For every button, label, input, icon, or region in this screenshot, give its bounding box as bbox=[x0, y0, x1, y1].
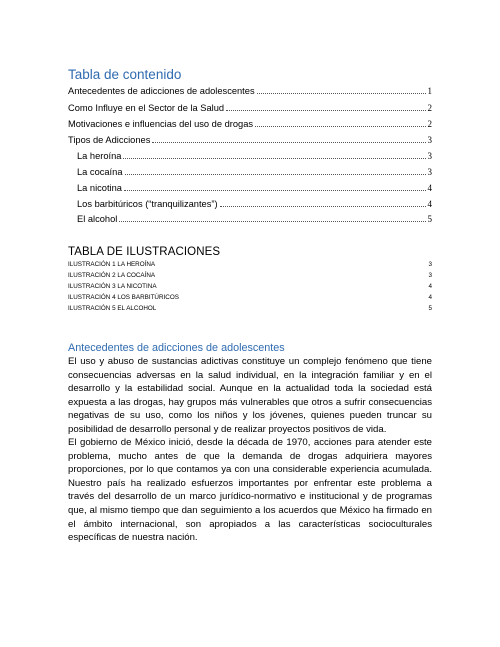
illustration-entry[interactable] bbox=[68, 303, 432, 314]
illustration-entry[interactable] bbox=[68, 281, 432, 292]
toc-entry-page: 3 bbox=[427, 151, 432, 161]
toc-entry-label: Motivaciones e influencias del uso de drogas bbox=[68, 119, 254, 129]
illustrations-title: TABLA DE ILUSTRACIONES bbox=[68, 246, 221, 258]
toc-entry-label: La heroína bbox=[77, 151, 122, 161]
illustration-entry-label: ILUSTRACIÓN 1 LA HEROÍNA bbox=[68, 261, 156, 268]
toc-entry-label: La cocaína bbox=[77, 167, 123, 177]
toc-title: Tabla de contenido bbox=[68, 67, 182, 82]
illustration-entry-page: 3 bbox=[428, 272, 432, 279]
toc-entry-page: 4 bbox=[427, 199, 432, 209]
body-paragraph: El uso y abuso de sustancias adictivas constituye un complejo fenómeno que tiene consecuencias adversas en la salud individual, en la integración familiar y en el desarrollo y la estabilidad social. Aunque en la actualidad toda la sociedad está expuesta a las drogas, hay grupos más vulnerables que otros a sufrir consecuencias negativas de su uso, como los niños y los jóvenes, quienes pueden truncar su posibilidad de desarrollo personal y de realizar proyectos positivos de vida. bbox=[68, 356, 432, 435]
toc-leader bbox=[125, 165, 426, 175]
toc-entry-label: Los barbitúricos (“tranquilizantes”) bbox=[77, 199, 218, 209]
illustration-entry-label: ILUSTRACIÓN 5 EL ALCOHOL bbox=[68, 305, 157, 312]
toc-leader bbox=[119, 212, 425, 222]
toc-entry-label: La nicotina bbox=[77, 183, 122, 193]
illustration-entry-page: 3 bbox=[428, 261, 432, 268]
toc-entry-page: 2 bbox=[427, 119, 432, 129]
toc-entry-label: El alcohol bbox=[77, 214, 118, 224]
illustration-entry[interactable] bbox=[68, 270, 432, 281]
toc-entry[interactable] bbox=[68, 117, 432, 131]
toc-leader bbox=[152, 133, 425, 143]
toc-entry[interactable] bbox=[77, 197, 432, 211]
body-paragraph: El gobierno de México inició, desde la década de 1970, acciones para atender este problema, mucho antes de que la demanda de drogas adquiriera mayores proporciones, por lo que contamos ya con una considerable experiencia acumulada. Nuestro país ha realizado esfuerzos importantes por enfrentar este problema a través del desarrollo de un marco jurídico-normativo e institucional y de programas que, al mismo tiempo que dan seguimiento a los acuerdos que México ha firmado en el ámbito internacional, son apropiados a las características socioculturales específicas de nuestra nación. bbox=[68, 437, 432, 544]
toc-entry[interactable] bbox=[68, 101, 432, 115]
illustration-entry-label: ILUSTRACIÓN 3 LA NICOTINA bbox=[68, 283, 157, 290]
illustration-entry-label: ILUSTRACIÓN 2 LA COCAÍNA bbox=[68, 272, 156, 279]
toc-entry[interactable] bbox=[77, 181, 432, 195]
illustration-entry-label: ILUSTRACIÓN 4 LOS BARBITÚRICOS bbox=[68, 294, 179, 301]
toc-entry-page: 3 bbox=[427, 167, 432, 177]
toc-entry[interactable] bbox=[68, 133, 432, 147]
illustration-entry-page: 5 bbox=[428, 305, 432, 312]
illustration-entry-page: 4 bbox=[428, 294, 432, 301]
toc-entry[interactable] bbox=[77, 165, 432, 179]
toc-leader bbox=[226, 101, 425, 111]
illustration-entry[interactable] bbox=[68, 259, 432, 270]
toc-leader bbox=[257, 84, 426, 94]
toc-entry-page: 5 bbox=[427, 214, 432, 224]
toc-leader bbox=[255, 117, 425, 127]
toc-entry-label: Tipos de Adicciones bbox=[68, 135, 151, 145]
toc-entry-page: 2 bbox=[427, 103, 432, 113]
toc-entry[interactable] bbox=[77, 212, 432, 226]
toc-entry-page: 4 bbox=[427, 183, 432, 193]
illustration-entry[interactable] bbox=[68, 292, 432, 303]
toc-entry[interactable] bbox=[77, 149, 432, 163]
toc-entry-page: 3 bbox=[427, 135, 432, 145]
toc-leader bbox=[124, 181, 426, 191]
toc-entry-label: Antecedentes de adicciones de adolescentes bbox=[68, 86, 255, 96]
section-heading: Antecedentes de adicciones de adolescentes bbox=[68, 342, 285, 354]
illustration-entry-page: 4 bbox=[428, 283, 432, 290]
toc-leader bbox=[123, 149, 425, 159]
toc-entry-label: Como Influye en el Sector de la Salud bbox=[68, 103, 225, 113]
toc-entry[interactable] bbox=[68, 84, 432, 98]
toc-entry-page: 1 bbox=[427, 86, 432, 96]
toc-leader bbox=[220, 197, 426, 207]
